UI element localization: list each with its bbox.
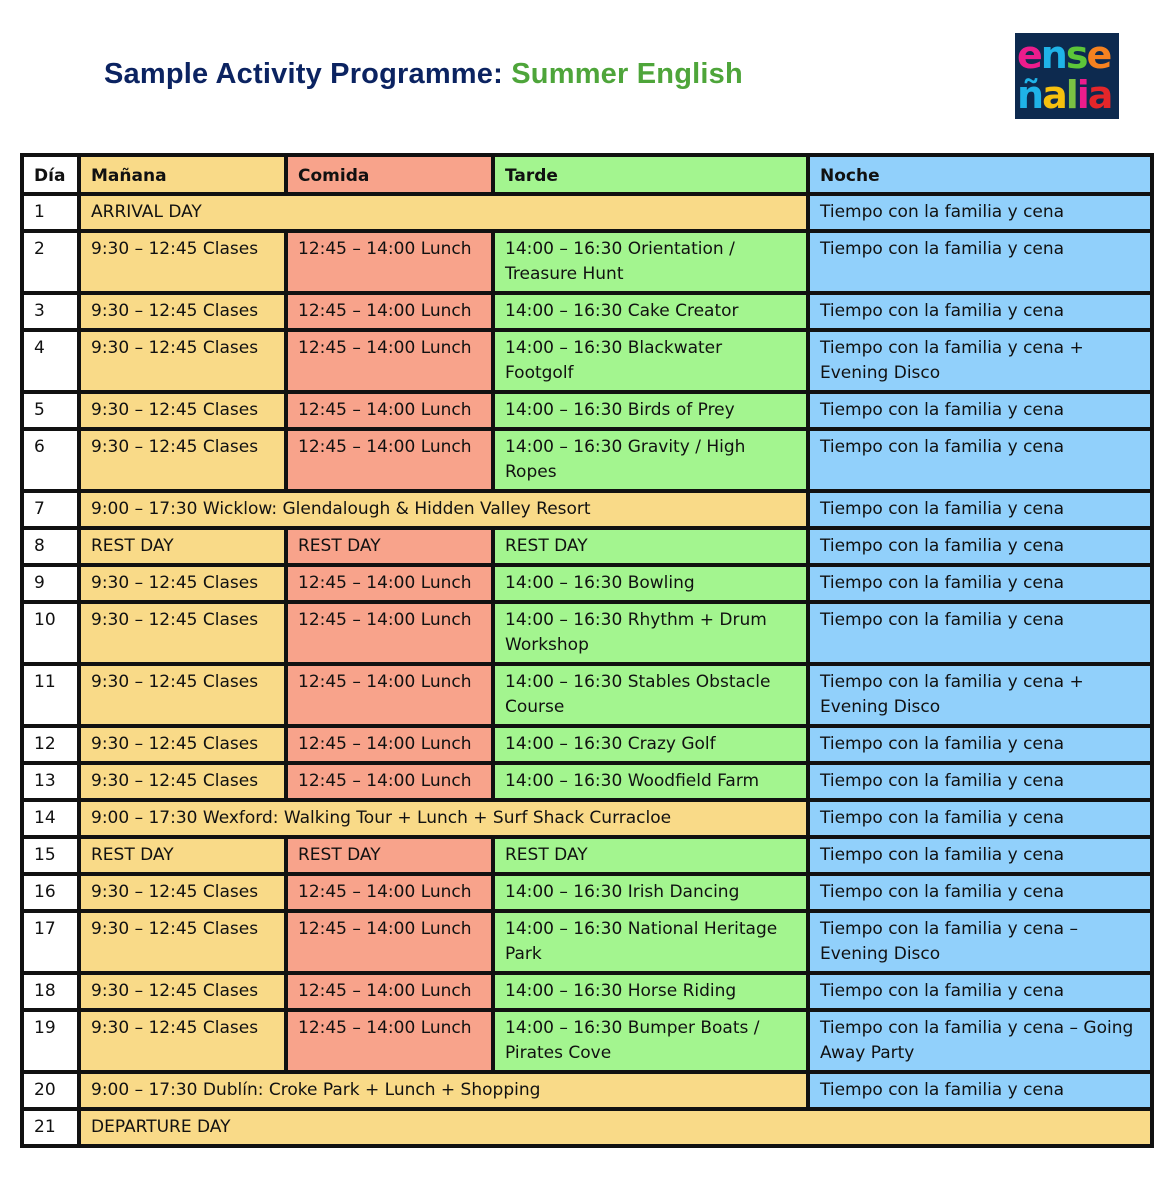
- manana-cell: 9:30 – 12:45 Clases: [79, 1010, 286, 1072]
- day-number: 15: [22, 837, 79, 874]
- header-comida: Comida: [286, 155, 493, 194]
- logo-letter: l: [1065, 73, 1077, 117]
- table-row: [22, 330, 1152, 392]
- day-number: 21: [22, 1109, 79, 1146]
- tarde-cell: REST DAY: [493, 837, 808, 874]
- manana-cell: 9:30 – 12:45 Clases: [79, 874, 286, 911]
- comida-cell: REST DAY: [286, 837, 493, 874]
- tarde-cell: 14:00 – 16:30 Woodfield Farm: [493, 763, 808, 800]
- logo-letter: a: [1087, 73, 1112, 117]
- noche-cell: Tiempo con la familia y cena: [808, 392, 1152, 429]
- tarde-cell: 14:00 – 16:30 Blackwater Footgolf: [493, 330, 808, 392]
- noche-cell: Tiempo con la familia y cena – Evening Disco: [808, 911, 1152, 973]
- logo-letter: s: [1065, 33, 1087, 77]
- table-row: [22, 1109, 1152, 1146]
- day-number: 18: [22, 973, 79, 1010]
- logo-letter: e: [1086, 33, 1111, 77]
- header-tarde: Tarde: [493, 155, 808, 194]
- logo-line-1: [1017, 35, 1119, 75]
- day-number: 17: [22, 911, 79, 973]
- table-row: [22, 231, 1152, 293]
- day-number: 5: [22, 392, 79, 429]
- noche-cell: Tiempo con la familia y cena: [808, 528, 1152, 565]
- header-noche: Noche: [808, 155, 1152, 194]
- noche-cell: Tiempo con la familia y cena + Evening Disco: [808, 664, 1152, 726]
- table-row: [22, 602, 1152, 664]
- tarde-cell: REST DAY: [493, 528, 808, 565]
- comida-cell: 12:45 – 14:00 Lunch: [286, 565, 493, 602]
- noche-cell: Tiempo con la familia y cena: [808, 429, 1152, 491]
- noche-cell: Tiempo con la familia y cena: [808, 565, 1152, 602]
- manana-cell: 9:30 – 12:45 Clases: [79, 911, 286, 973]
- table-body: [22, 194, 1152, 1146]
- day-number: 12: [22, 726, 79, 763]
- comida-cell: 12:45 – 14:00 Lunch: [286, 602, 493, 664]
- day-number: 7: [22, 491, 79, 528]
- tarde-cell: 14:00 – 16:30 Horse Riding: [493, 973, 808, 1010]
- logo-letter: a: [1042, 73, 1066, 117]
- manana-cell: 9:30 – 12:45 Clases: [79, 973, 286, 1010]
- day-number: 9: [22, 565, 79, 602]
- comida-cell: REST DAY: [286, 528, 493, 565]
- title-accent: Summer English: [511, 58, 743, 90]
- comida-cell: 12:45 – 14:00 Lunch: [286, 392, 493, 429]
- comida-cell: 12:45 – 14:00 Lunch: [286, 973, 493, 1010]
- day-number: 6: [22, 429, 79, 491]
- tarde-cell: 14:00 – 16:30 Bowling: [493, 565, 808, 602]
- manana-cell: 9:30 – 12:45 Clases: [79, 664, 286, 726]
- tarde-cell: 14:00 – 16:30 Orientation / Treasure Hunt: [493, 231, 808, 293]
- table-row: [22, 664, 1152, 726]
- full-day-activity: 9:00 – 17:30 Dublín: Croke Park + Lunch + Shopping: [79, 1072, 808, 1109]
- noche-cell: Tiempo con la familia y cena: [808, 1072, 1152, 1109]
- table-row: [22, 973, 1152, 1010]
- noche-cell: Tiempo con la familia y cena: [808, 602, 1152, 664]
- manana-cell: 9:30 – 12:45 Clases: [79, 429, 286, 491]
- comida-cell: 12:45 – 14:00 Lunch: [286, 664, 493, 726]
- manana-cell: 9:30 – 12:45 Clases: [79, 602, 286, 664]
- noche-cell: Tiempo con la familia y cena: [808, 763, 1152, 800]
- table-row: [22, 392, 1152, 429]
- manana-cell: 9:30 – 12:45 Clases: [79, 293, 286, 330]
- comida-cell: 12:45 – 14:00 Lunch: [286, 231, 493, 293]
- day-number: 1: [22, 194, 79, 231]
- day-number: 10: [22, 602, 79, 664]
- day-number: 19: [22, 1010, 79, 1072]
- tarde-cell: 14:00 – 16:30 Crazy Golf: [493, 726, 808, 763]
- ensenalia-logo: [1015, 33, 1119, 119]
- table-row: [22, 194, 1152, 231]
- title-main: Sample Activity Programme:: [104, 58, 503, 90]
- noche-cell: Tiempo con la familia y cena: [808, 726, 1152, 763]
- manana-cell: 9:30 – 12:45 Clases: [79, 231, 286, 293]
- noche-cell: Tiempo con la familia y cena: [808, 293, 1152, 330]
- day-number: 11: [22, 664, 79, 726]
- table-row: [22, 726, 1152, 763]
- table-row: [22, 1072, 1152, 1109]
- noche-cell: Tiempo con la familia y cena – Going Away Party: [808, 1010, 1152, 1072]
- manana-cell: 9:30 – 12:45 Clases: [79, 392, 286, 429]
- table-row: [22, 800, 1152, 837]
- tarde-cell: 14:00 – 16:30 Bumper Boats / Pirates Cove: [493, 1010, 808, 1072]
- noche-cell: Tiempo con la familia y cena: [808, 973, 1152, 1010]
- table-row: [22, 1010, 1152, 1072]
- day-number: 20: [22, 1072, 79, 1109]
- logo-letter: n: [1040, 33, 1066, 77]
- table-row: [22, 911, 1152, 973]
- header-manana: Mañana: [79, 155, 286, 194]
- table-row: [22, 565, 1152, 602]
- tarde-cell: 14:00 – 16:30 Gravity / High Ropes: [493, 429, 808, 491]
- noche-cell: Tiempo con la familia y cena: [808, 491, 1152, 528]
- table-row: [22, 837, 1152, 874]
- manana-cell: 9:30 – 12:45 Clases: [79, 726, 286, 763]
- activity-programme-table: [20, 153, 1154, 1148]
- manana-cell: 9:30 – 12:45 Clases: [79, 565, 286, 602]
- day-number: 3: [22, 293, 79, 330]
- comida-cell: 12:45 – 14:00 Lunch: [286, 1010, 493, 1072]
- logo-letter: i: [1076, 73, 1088, 117]
- comida-cell: 12:45 – 14:00 Lunch: [286, 874, 493, 911]
- manana-cell: 9:30 – 12:45 Clases: [79, 763, 286, 800]
- table-row: [22, 763, 1152, 800]
- comida-cell: 12:45 – 14:00 Lunch: [286, 330, 493, 392]
- departure-cell: DEPARTURE DAY: [79, 1109, 1152, 1146]
- noche-cell: Tiempo con la familia y cena: [808, 231, 1152, 293]
- table-row: [22, 293, 1152, 330]
- comida-cell: 12:45 – 14:00 Lunch: [286, 763, 493, 800]
- table-row: [22, 491, 1152, 528]
- manana-cell: 9:30 – 12:45 Clases: [79, 330, 286, 392]
- tarde-cell: 14:00 – 16:30 Birds of Prey: [493, 392, 808, 429]
- full-day-activity: ARRIVAL DAY: [79, 194, 808, 231]
- comida-cell: 12:45 – 14:00 Lunch: [286, 726, 493, 763]
- full-day-activity: 9:00 – 17:30 Wexford: Walking Tour + Lunch + Surf Shack Curracloe: [79, 800, 808, 837]
- noche-cell: Tiempo con la familia y cena: [808, 874, 1152, 911]
- comida-cell: 12:45 – 14:00 Lunch: [286, 911, 493, 973]
- table-row: [22, 874, 1152, 911]
- day-number: 4: [22, 330, 79, 392]
- logo-letter: e: [1017, 33, 1041, 77]
- tarde-cell: 14:00 – 16:30 Irish Dancing: [493, 874, 808, 911]
- logo-letter: ñ: [1017, 73, 1043, 117]
- comida-cell: 12:45 – 14:00 Lunch: [286, 429, 493, 491]
- tarde-cell: 14:00 – 16:30 National Heritage Park: [493, 911, 808, 973]
- header-dia: Día: [22, 155, 79, 194]
- table-header-row: [22, 155, 1152, 194]
- tarde-cell: 14:00 – 16:30 Cake Creator: [493, 293, 808, 330]
- full-day-activity: 9:00 – 17:30 Wicklow: Glendalough & Hidden Valley Resort: [79, 491, 808, 528]
- table-row: [22, 429, 1152, 491]
- noche-cell: Tiempo con la familia y cena + Evening Disco: [808, 330, 1152, 392]
- comida-cell: 12:45 – 14:00 Lunch: [286, 293, 493, 330]
- day-number: 13: [22, 763, 79, 800]
- day-number: 14: [22, 800, 79, 837]
- noche-cell: Tiempo con la familia y cena: [808, 837, 1152, 874]
- day-number: 8: [22, 528, 79, 565]
- tarde-cell: 14:00 – 16:30 Stables Obstacle Course: [493, 664, 808, 726]
- day-number: 16: [22, 874, 79, 911]
- day-number: 2: [22, 231, 79, 293]
- table-row: [22, 528, 1152, 565]
- logo-line-2: [1017, 75, 1119, 115]
- manana-cell: REST DAY: [79, 528, 286, 565]
- page-title: [104, 58, 743, 91]
- noche-cell: Tiempo con la familia y cena: [808, 194, 1152, 231]
- noche-cell: Tiempo con la familia y cena: [808, 800, 1152, 837]
- tarde-cell: 14:00 – 16:30 Rhythm + Drum Workshop: [493, 602, 808, 664]
- manana-cell: REST DAY: [79, 837, 286, 874]
